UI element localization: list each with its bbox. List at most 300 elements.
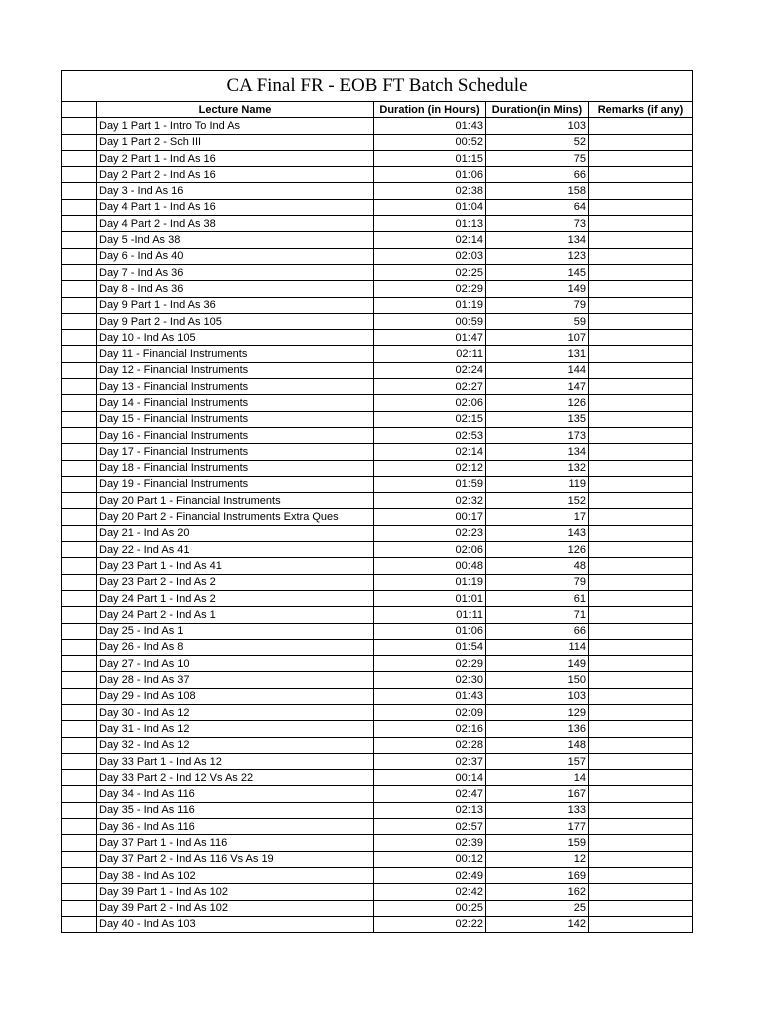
duration-mins-cell: 103: [486, 118, 589, 134]
row-blank-cell: [62, 704, 97, 720]
duration-mins-cell: 12: [486, 851, 589, 867]
table-row: [62, 509, 693, 525]
lecture-name-cell: Day 24 Part 1 - Ind As 2: [97, 590, 374, 606]
duration-hours-cell: 00:14: [374, 770, 486, 786]
duration-mins-cell: 157: [486, 753, 589, 769]
table-row: [62, 281, 693, 297]
table-row: [62, 362, 693, 378]
duration-hours-cell: 00:17: [374, 509, 486, 525]
lecture-name-cell: Day 23 Part 1 - Ind As 41: [97, 558, 374, 574]
duration-hours-cell: 02:13: [374, 802, 486, 818]
row-blank-cell: [62, 574, 97, 590]
duration-hours-cell: 02:14: [374, 444, 486, 460]
remarks-cell: [589, 395, 693, 411]
table-row: [62, 916, 693, 932]
duration-mins-cell: 143: [486, 525, 589, 541]
row-blank-cell: [62, 558, 97, 574]
duration-mins-cell: 61: [486, 590, 589, 606]
lecture-name-cell: Day 20 Part 2 - Financial Instruments Extra Ques: [97, 509, 374, 525]
duration-mins-cell: 14: [486, 770, 589, 786]
remarks-cell: [589, 867, 693, 883]
table-row: [62, 819, 693, 835]
remarks-cell: [589, 509, 693, 525]
row-blank-cell: [62, 330, 97, 346]
duration-hours-cell: 02:14: [374, 232, 486, 248]
duration-hours-cell: 02:23: [374, 525, 486, 541]
header-blank-cell: [62, 102, 97, 118]
header-duration-mins: Duration(in Mins): [486, 102, 589, 118]
remarks-cell: [589, 770, 693, 786]
duration-mins-cell: 136: [486, 721, 589, 737]
lecture-name-cell: Day 10 - Ind As 105: [97, 330, 374, 346]
remarks-cell: [589, 688, 693, 704]
table-row: [62, 737, 693, 753]
table-row: [62, 542, 693, 558]
remarks-cell: [589, 916, 693, 932]
remarks-cell: [589, 330, 693, 346]
row-blank-cell: [62, 199, 97, 215]
duration-mins-cell: 169: [486, 867, 589, 883]
lecture-name-cell: Day 21 - Ind As 20: [97, 525, 374, 541]
remarks-cell: [589, 851, 693, 867]
table-row: [62, 118, 693, 134]
lecture-name-cell: Day 31 - Ind As 12: [97, 721, 374, 737]
duration-mins-cell: 147: [486, 379, 589, 395]
table-row: [62, 216, 693, 232]
remarks-cell: [589, 427, 693, 443]
table-row: [62, 493, 693, 509]
duration-hours-cell: 02:49: [374, 867, 486, 883]
row-blank-cell: [62, 411, 97, 427]
row-blank-cell: [62, 688, 97, 704]
lecture-name-cell: Day 11 - Financial Instruments: [97, 346, 374, 362]
row-blank-cell: [62, 118, 97, 134]
remarks-cell: [589, 183, 693, 199]
row-blank-cell: [62, 802, 97, 818]
duration-mins-cell: 114: [486, 639, 589, 655]
remarks-cell: [589, 721, 693, 737]
duration-mins-cell: 17: [486, 509, 589, 525]
duration-mins-cell: 167: [486, 786, 589, 802]
lecture-name-cell: Day 12 - Financial Instruments: [97, 362, 374, 378]
duration-mins-cell: 149: [486, 281, 589, 297]
duration-mins-cell: 129: [486, 704, 589, 720]
remarks-cell: [589, 199, 693, 215]
table-row: [62, 623, 693, 639]
duration-mins-cell: 144: [486, 362, 589, 378]
lecture-name-cell: Day 9 Part 2 - Ind As 105: [97, 313, 374, 329]
lecture-name-cell: Day 40 - Ind As 103: [97, 916, 374, 932]
lecture-name-cell: Day 34 - Ind As 116: [97, 786, 374, 802]
duration-hours-cell: 00:25: [374, 900, 486, 916]
table-row: [62, 330, 693, 346]
duration-mins-cell: 73: [486, 216, 589, 232]
duration-mins-cell: 48: [486, 558, 589, 574]
remarks-cell: [589, 134, 693, 150]
title-row: [62, 71, 693, 102]
table-row: [62, 558, 693, 574]
table-row: [62, 688, 693, 704]
table-row: [62, 802, 693, 818]
row-blank-cell: [62, 444, 97, 460]
duration-mins-cell: 126: [486, 542, 589, 558]
table-row: [62, 900, 693, 916]
remarks-cell: [589, 346, 693, 362]
row-blank-cell: [62, 493, 97, 509]
row-blank-cell: [62, 216, 97, 232]
row-blank-cell: [62, 835, 97, 851]
lecture-name-cell: Day 25 - Ind As 1: [97, 623, 374, 639]
remarks-cell: [589, 623, 693, 639]
duration-hours-cell: 01:43: [374, 688, 486, 704]
duration-hours-cell: 01:47: [374, 330, 486, 346]
remarks-cell: [589, 248, 693, 264]
table-row: [62, 835, 693, 851]
row-blank-cell: [62, 248, 97, 264]
row-blank-cell: [62, 607, 97, 623]
duration-hours-cell: 02:39: [374, 835, 486, 851]
table-row: [62, 199, 693, 215]
duration-mins-cell: 162: [486, 884, 589, 900]
table-row: [62, 590, 693, 606]
lecture-name-cell: Day 9 Part 1 - Ind As 36: [97, 297, 374, 313]
table-row: [62, 786, 693, 802]
duration-mins-cell: 158: [486, 183, 589, 199]
header-duration-hours: Duration (in Hours): [374, 102, 486, 118]
remarks-cell: [589, 264, 693, 280]
duration-mins-cell: 159: [486, 835, 589, 851]
table-row: [62, 639, 693, 655]
lecture-name-cell: Day 32 - Ind As 12: [97, 737, 374, 753]
header-remarks: Remarks (if any): [589, 102, 693, 118]
row-blank-cell: [62, 232, 97, 248]
lecture-name-cell: Day 24 Part 2 - Ind As 1: [97, 607, 374, 623]
lecture-name-cell: Day 26 - Ind As 8: [97, 639, 374, 655]
table-row: [62, 574, 693, 590]
lecture-name-cell: Day 3 - Ind As 16: [97, 183, 374, 199]
lecture-name-cell: Day 1 Part 1 - Intro To Ind As: [97, 118, 374, 134]
table-row: [62, 867, 693, 883]
lecture-name-cell: Day 37 Part 2 - Ind As 116 Vs As 19: [97, 851, 374, 867]
row-blank-cell: [62, 656, 97, 672]
duration-mins-cell: 134: [486, 444, 589, 460]
table-row: [62, 150, 693, 166]
duration-mins-cell: 152: [486, 493, 589, 509]
lecture-name-cell: Day 7 - Ind As 36: [97, 264, 374, 280]
remarks-cell: [589, 737, 693, 753]
remarks-cell: [589, 411, 693, 427]
remarks-cell: [589, 525, 693, 541]
remarks-cell: [589, 167, 693, 183]
table-row: [62, 656, 693, 672]
table-row: [62, 851, 693, 867]
lecture-name-cell: Day 8 - Ind As 36: [97, 281, 374, 297]
remarks-cell: [589, 786, 693, 802]
duration-mins-cell: 142: [486, 916, 589, 932]
row-blank-cell: [62, 509, 97, 525]
lecture-name-cell: Day 13 - Financial Instruments: [97, 379, 374, 395]
duration-hours-cell: 02:32: [374, 493, 486, 509]
duration-hours-cell: 02:27: [374, 379, 486, 395]
duration-mins-cell: 64: [486, 199, 589, 215]
duration-mins-cell: 173: [486, 427, 589, 443]
table-row: [62, 167, 693, 183]
row-blank-cell: [62, 819, 97, 835]
remarks-cell: [589, 493, 693, 509]
lecture-name-cell: Day 22 - Ind As 41: [97, 542, 374, 558]
table-row: [62, 346, 693, 362]
row-blank-cell: [62, 150, 97, 166]
remarks-cell: [589, 313, 693, 329]
row-blank-cell: [62, 427, 97, 443]
row-blank-cell: [62, 672, 97, 688]
duration-mins-cell: 148: [486, 737, 589, 753]
row-blank-cell: [62, 542, 97, 558]
duration-mins-cell: 59: [486, 313, 589, 329]
duration-hours-cell: 02:25: [374, 264, 486, 280]
duration-hours-cell: 00:12: [374, 851, 486, 867]
duration-mins-cell: 107: [486, 330, 589, 346]
row-blank-cell: [62, 313, 97, 329]
table-row: [62, 607, 693, 623]
row-blank-cell: [62, 916, 97, 932]
table-row: [62, 264, 693, 280]
duration-mins-cell: 126: [486, 395, 589, 411]
lecture-name-cell: Day 4 Part 1 - Ind As 16: [97, 199, 374, 215]
lecture-name-cell: Day 17 - Financial Instruments: [97, 444, 374, 460]
duration-hours-cell: 02:42: [374, 884, 486, 900]
duration-hours-cell: 02:47: [374, 786, 486, 802]
lecture-name-cell: Day 2 Part 1 - Ind As 16: [97, 150, 374, 166]
row-blank-cell: [62, 476, 97, 492]
duration-hours-cell: 02:09: [374, 704, 486, 720]
duration-hours-cell: 02:06: [374, 395, 486, 411]
duration-hours-cell: 02:38: [374, 183, 486, 199]
table-row: [62, 721, 693, 737]
duration-hours-cell: 01:11: [374, 607, 486, 623]
duration-hours-cell: 02:16: [374, 721, 486, 737]
remarks-cell: [589, 590, 693, 606]
row-blank-cell: [62, 167, 97, 183]
table-row: [62, 411, 693, 427]
duration-hours-cell: 01:43: [374, 118, 486, 134]
duration-hours-cell: 02:24: [374, 362, 486, 378]
row-blank-cell: [62, 590, 97, 606]
duration-hours-cell: 02:06: [374, 542, 486, 558]
duration-hours-cell: 01:06: [374, 167, 486, 183]
table-row: [62, 770, 693, 786]
duration-mins-cell: 131: [486, 346, 589, 362]
row-blank-cell: [62, 362, 97, 378]
page-title: CA Final FR - EOB FT Batch Schedule: [62, 71, 693, 102]
row-blank-cell: [62, 737, 97, 753]
row-blank-cell: [62, 379, 97, 395]
remarks-cell: [589, 753, 693, 769]
table-row: [62, 313, 693, 329]
row-blank-cell: [62, 639, 97, 655]
duration-mins-cell: 66: [486, 623, 589, 639]
remarks-cell: [589, 802, 693, 818]
remarks-cell: [589, 558, 693, 574]
header-row: [62, 102, 693, 118]
lecture-name-cell: Day 5 -Ind As 38: [97, 232, 374, 248]
duration-mins-cell: 79: [486, 297, 589, 313]
lecture-name-cell: Day 20 Part 1 - Financial Instruments: [97, 493, 374, 509]
lecture-name-cell: Day 2 Part 2 - Ind As 16: [97, 167, 374, 183]
duration-mins-cell: 25: [486, 900, 589, 916]
remarks-cell: [589, 150, 693, 166]
row-blank-cell: [62, 281, 97, 297]
duration-hours-cell: 02:37: [374, 753, 486, 769]
duration-hours-cell: 02:15: [374, 411, 486, 427]
lecture-name-cell: Day 18 - Financial Instruments: [97, 460, 374, 476]
table-row: [62, 183, 693, 199]
table-row: [62, 672, 693, 688]
remarks-cell: [589, 542, 693, 558]
lecture-name-cell: Day 14 - Financial Instruments: [97, 395, 374, 411]
duration-mins-cell: 145: [486, 264, 589, 280]
row-blank-cell: [62, 884, 97, 900]
duration-mins-cell: 132: [486, 460, 589, 476]
table-row: [62, 753, 693, 769]
duration-mins-cell: 119: [486, 476, 589, 492]
row-blank-cell: [62, 460, 97, 476]
table-row: [62, 476, 693, 492]
duration-mins-cell: 133: [486, 802, 589, 818]
row-blank-cell: [62, 134, 97, 150]
duration-mins-cell: 149: [486, 656, 589, 672]
row-blank-cell: [62, 264, 97, 280]
remarks-cell: [589, 884, 693, 900]
duration-hours-cell: 00:48: [374, 558, 486, 574]
row-blank-cell: [62, 183, 97, 199]
lecture-name-cell: Day 35 - Ind As 116: [97, 802, 374, 818]
remarks-cell: [589, 476, 693, 492]
duration-mins-cell: 177: [486, 819, 589, 835]
remarks-cell: [589, 460, 693, 476]
lecture-name-cell: Day 16 - Financial Instruments: [97, 427, 374, 443]
table-row: [62, 884, 693, 900]
table-row: [62, 525, 693, 541]
duration-hours-cell: 02:28: [374, 737, 486, 753]
duration-hours-cell: 02:57: [374, 819, 486, 835]
duration-hours-cell: 02:11: [374, 346, 486, 362]
duration-hours-cell: 01:19: [374, 574, 486, 590]
remarks-cell: [589, 704, 693, 720]
duration-mins-cell: 150: [486, 672, 589, 688]
lecture-name-cell: Day 39 Part 1 - Ind As 102: [97, 884, 374, 900]
duration-mins-cell: 66: [486, 167, 589, 183]
table-row: [62, 297, 693, 313]
duration-hours-cell: 02:03: [374, 248, 486, 264]
duration-hours-cell: 01:13: [374, 216, 486, 232]
lecture-name-cell: Day 6 - Ind As 40: [97, 248, 374, 264]
lecture-name-cell: Day 29 - Ind As 108: [97, 688, 374, 704]
table-row: [62, 379, 693, 395]
row-blank-cell: [62, 297, 97, 313]
duration-hours-cell: 01:06: [374, 623, 486, 639]
duration-mins-cell: 79: [486, 574, 589, 590]
lecture-name-cell: Day 28 - Ind As 37: [97, 672, 374, 688]
remarks-cell: [589, 232, 693, 248]
lecture-name-cell: Day 27 - Ind As 10: [97, 656, 374, 672]
duration-mins-cell: 52: [486, 134, 589, 150]
duration-mins-cell: 135: [486, 411, 589, 427]
remarks-cell: [589, 639, 693, 655]
duration-mins-cell: 134: [486, 232, 589, 248]
lecture-name-cell: Day 36 - Ind As 116: [97, 819, 374, 835]
row-blank-cell: [62, 623, 97, 639]
remarks-cell: [589, 297, 693, 313]
row-blank-cell: [62, 867, 97, 883]
duration-mins-cell: 103: [486, 688, 589, 704]
row-blank-cell: [62, 395, 97, 411]
duration-hours-cell: 02:29: [374, 281, 486, 297]
row-blank-cell: [62, 346, 97, 362]
lecture-name-cell: Day 4 Part 2 - Ind As 38: [97, 216, 374, 232]
lecture-name-cell: Day 33 Part 1 - Ind As 12: [97, 753, 374, 769]
table-row: [62, 248, 693, 264]
lecture-name-cell: Day 15 - Financial Instruments: [97, 411, 374, 427]
duration-hours-cell: 02:29: [374, 656, 486, 672]
duration-hours-cell: 01:19: [374, 297, 486, 313]
row-blank-cell: [62, 851, 97, 867]
row-blank-cell: [62, 721, 97, 737]
row-blank-cell: [62, 753, 97, 769]
duration-hours-cell: 02:22: [374, 916, 486, 932]
lecture-name-cell: Day 39 Part 2 - Ind As 102: [97, 900, 374, 916]
duration-hours-cell: 02:12: [374, 460, 486, 476]
lecture-name-cell: Day 33 Part 2 - Ind 12 Vs As 22: [97, 770, 374, 786]
remarks-cell: [589, 819, 693, 835]
duration-hours-cell: 01:54: [374, 639, 486, 655]
remarks-cell: [589, 216, 693, 232]
remarks-cell: [589, 900, 693, 916]
row-blank-cell: [62, 900, 97, 916]
duration-hours-cell: 00:59: [374, 313, 486, 329]
table-row: [62, 395, 693, 411]
row-blank-cell: [62, 786, 97, 802]
remarks-cell: [589, 362, 693, 378]
duration-hours-cell: 01:59: [374, 476, 486, 492]
remarks-cell: [589, 379, 693, 395]
row-blank-cell: [62, 770, 97, 786]
table-row: [62, 134, 693, 150]
table-row: [62, 444, 693, 460]
remarks-cell: [589, 835, 693, 851]
duration-hours-cell: 02:53: [374, 427, 486, 443]
table-row: [62, 704, 693, 720]
remarks-cell: [589, 118, 693, 134]
lecture-name-cell: Day 23 Part 2 - Ind As 2: [97, 574, 374, 590]
table-row: [62, 232, 693, 248]
remarks-cell: [589, 574, 693, 590]
duration-mins-cell: 71: [486, 607, 589, 623]
duration-hours-cell: 02:30: [374, 672, 486, 688]
lecture-name-cell: Day 30 - Ind As 12: [97, 704, 374, 720]
lecture-name-cell: Day 38 - Ind As 102: [97, 867, 374, 883]
remarks-cell: [589, 672, 693, 688]
duration-hours-cell: 01:01: [374, 590, 486, 606]
duration-mins-cell: 75: [486, 150, 589, 166]
remarks-cell: [589, 281, 693, 297]
duration-hours-cell: 01:04: [374, 199, 486, 215]
lecture-name-cell: Day 19 - Financial Instruments: [97, 476, 374, 492]
remarks-cell: [589, 444, 693, 460]
schedule-table-body: [62, 71, 693, 933]
duration-hours-cell: 00:52: [374, 134, 486, 150]
table-row: [62, 460, 693, 476]
